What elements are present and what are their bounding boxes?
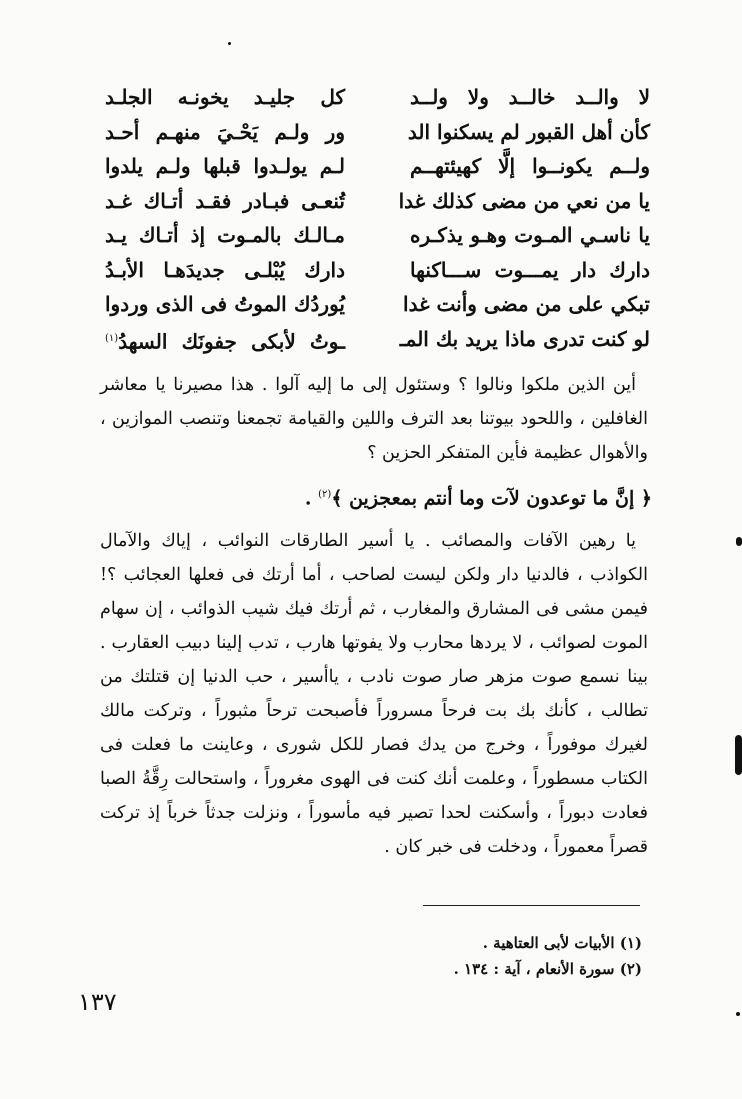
ink-speck xyxy=(228,42,231,45)
poem-line: تُنعـى فبـادر فقـد أتـاك غـد xyxy=(105,188,345,213)
poem-line-text: ـوتُ لأبكى جفونَك السهدُ xyxy=(118,329,345,354)
poem-line: لا والــد خالــد ولا ولــد xyxy=(410,85,650,109)
poem-line: دارك دار يمـــوت ســـاكنها xyxy=(410,257,650,282)
poem-line: ور ولـم يَحْـيَ منهـم أحـد xyxy=(105,119,345,144)
paragraph xyxy=(100,524,648,864)
paragraph-text: يا رهين الآفات والمصائب . يا أسير الطارقات النوائب ، إياك والآمال الكواذب ، فالدنيا دار ولكن ليست لصاحب ، أما أرتك فى فعلها العجائب ؟! فيمن مشى فى المشارق والمغارب ، ثم أرتك فيك شيب الذوائب ، إن سهام الموت لصوائب ، لا يردها محارب ولا يفوتها هارب ، تدب إلينا دبيب العقارب . بينا نسمع صوت مزهر صار صوت نادب ، ياأسير ، حب الدنيا إن قتلتك من تطالب ، كأنك بك بت فرحاً مسروراً فأصبحت ترحاً مثبوراً ، وتركت مالك لغيرك موفوراً ، وخرج من يدك فصار للكل شورى ، وعاينت ما فعلت فى الكتاب مسطوراً ، وعلمت أنك كنت فى الهوى مغروراً ، واستحالت رِقَّةُ الصبا فعادت دبوراً ، وأسكنت لحدا تصير فيه مأسوراً ، ونزلت جدثاً خرباً إذ تركت قصراً معموراً ، ودخلت فى خبر كان . xyxy=(100,531,648,857)
poem-line xyxy=(105,322,345,357)
page-number: ١٣٧ xyxy=(78,988,117,1016)
paragraph-text: أين الذين ملكوا ونالوا ؟ وستئول إلى ما إليه آلوا . هذا مصيرنا يا معاشر الغافلين ، واللحود بيوتنا بعد الترف واللين والقيامة تجمعنا وتنصب الموازين ، والأهوال عظيمة فأين المتفكر الحزين ؟ xyxy=(100,375,648,463)
quran-verse xyxy=(92,478,652,515)
verse-text: ﴿ إنَّ ما توعدون لآت وما أنتم بمعجزين ﴾ xyxy=(331,487,652,510)
footnote-ref: (١) xyxy=(105,332,119,344)
footnotes xyxy=(102,930,642,982)
footnote: (١) الأبيات لأبى العتاهية . xyxy=(482,934,642,952)
poem-line: يا ناسـي المـوت وهـو يذكـره xyxy=(410,223,650,247)
footnote-separator xyxy=(423,905,640,906)
poem-line: تبكي على من مضى وأنت غدا xyxy=(403,292,650,316)
poem xyxy=(105,80,650,360)
poem-line: كأن أهل القبور لم يسكنوا الد xyxy=(407,119,650,144)
poem-line: لـم يولـدوا قبلها ولـم يلدوا xyxy=(105,154,345,178)
poem-line: ولــم يكونــوا إلَّا كهيئتهــم xyxy=(410,154,650,178)
footnote: (٢) سورة الأنعام ، آية : ١٣٤ . xyxy=(453,960,642,978)
ink-speck xyxy=(736,1012,740,1016)
poem-right-hemistichs xyxy=(398,80,650,356)
poem-left-hemistichs xyxy=(105,80,345,356)
binding-mark xyxy=(735,735,742,775)
poem-line: يا من نعي من مضى كذلك غدا xyxy=(398,188,650,213)
poem-line: لو كنت تدرى ماذا يريد بك المـ xyxy=(399,326,650,351)
poem-line: مـالـك بالمـوت إذ أتـاك يـد xyxy=(105,223,345,247)
binding-mark xyxy=(736,537,742,546)
poem-line: يُوردُك الموتُ فى الذى وردوا xyxy=(105,292,345,316)
verse-trail: . xyxy=(304,487,319,510)
poem-line: دارك يُبْلـى جديدَهـا الأبـدُ xyxy=(105,257,345,282)
paragraph xyxy=(100,368,648,470)
poem-line: كل جليـد يخونـه الجلـد xyxy=(105,85,345,109)
footnote-ref: (٢) xyxy=(318,489,332,500)
